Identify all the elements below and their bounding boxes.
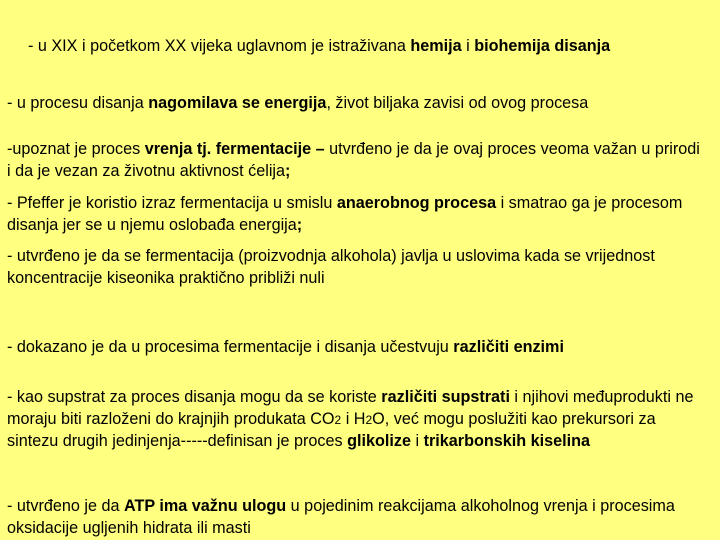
paragraph-4-text: - Pfeffer je koristio izraz fermentacija u smislu bbox=[7, 194, 337, 212]
paragraph-6-bold: različiti enzimi bbox=[453, 338, 564, 356]
paragraph-2-bold: nagomilava se energija bbox=[148, 94, 327, 112]
paragraph-7-bold: različiti supstrati bbox=[381, 388, 510, 406]
paragraph-2 bbox=[7, 93, 707, 115]
paragraph-7-bold-glikolize: glikolize bbox=[347, 432, 411, 450]
paragraph-2-text: - u procesu disanja bbox=[7, 94, 149, 112]
paragraph-2-text: , život biljaka zavisi od ovog procesa bbox=[326, 94, 589, 112]
paragraph-7-bold-trikarbonskih: trikarbonskih kiselina bbox=[423, 432, 591, 450]
paragraph-7 bbox=[7, 387, 707, 453]
paragraph-6 bbox=[7, 337, 707, 359]
h2o-subscript: 2 bbox=[365, 412, 373, 427]
paragraph-8-bold: ATP ima važnu ulogu bbox=[123, 497, 287, 515]
paragraph-3-bold: vrenja tj. fermentacije – bbox=[144, 140, 325, 158]
paragraph-1-text: - u XIX i početkom XX vijeka uglavnom je istraživana bbox=[28, 37, 411, 55]
paragraph-3-text: utvrđeno je da je ovaj proces veoma važan u prirodi i da je vezan za životnu aktivnost ćelija bbox=[7, 140, 700, 180]
paragraph-7-text: i H bbox=[341, 409, 366, 428]
paragraph-6-text: - dokazano je da u procesima fermentacije i disanja učestvuju bbox=[7, 338, 454, 356]
paragraph-7-text: i bbox=[411, 432, 424, 450]
paragraph-7-text: O, već mogu poslužiti kao prekursori za sintezu drugih jedinjenja-----definisan je proces bbox=[7, 409, 656, 450]
paragraph-7-text: i njihovi međuprodukti ne moraju biti razloženi do krajnjih produkata CO bbox=[7, 388, 694, 428]
paragraph-8-text: u pojedinim reakcijama alkoholnog vrenja i procesima oksidacije ugljenih hidrata ili masti bbox=[7, 497, 675, 537]
paragraph-4 bbox=[7, 193, 707, 236]
paragraph-1-bold-hemija: hemija bbox=[410, 37, 462, 55]
co2-subscript: 2 bbox=[334, 412, 342, 427]
paragraph-7-text: - kao supstrat za proces disanja mogu da se koriste bbox=[7, 388, 382, 406]
paragraph-1-bold-biohemija: biohemija disanja bbox=[474, 37, 611, 55]
paragraph-5 bbox=[7, 246, 707, 289]
paragraph-4-bold-semicolon: ; bbox=[296, 215, 303, 234]
paragraph-3-bold-semicolon: ; bbox=[285, 161, 291, 180]
paragraph-1-text: i bbox=[461, 37, 475, 55]
paragraph-3 bbox=[7, 139, 707, 182]
paragraph-4-text: i smatrao ga je procesom disanja jer se u njemu oslobađa energija bbox=[7, 194, 683, 234]
paragraph-8 bbox=[7, 496, 707, 539]
paragraph-1 bbox=[28, 36, 708, 58]
paragraph-5-text: - utvrđeno je da se fermentacija (proizvodnja alkohola) javlja u uslovima kada se vrijednost koncentracije kiseonika praktično približi nuli bbox=[7, 247, 655, 287]
paragraph-3-text: -upoznat je proces bbox=[7, 140, 145, 158]
paragraph-4-bold: anaerobnog procesa bbox=[336, 194, 497, 212]
paragraph-8-text: - utvrđeno je da bbox=[7, 497, 124, 515]
